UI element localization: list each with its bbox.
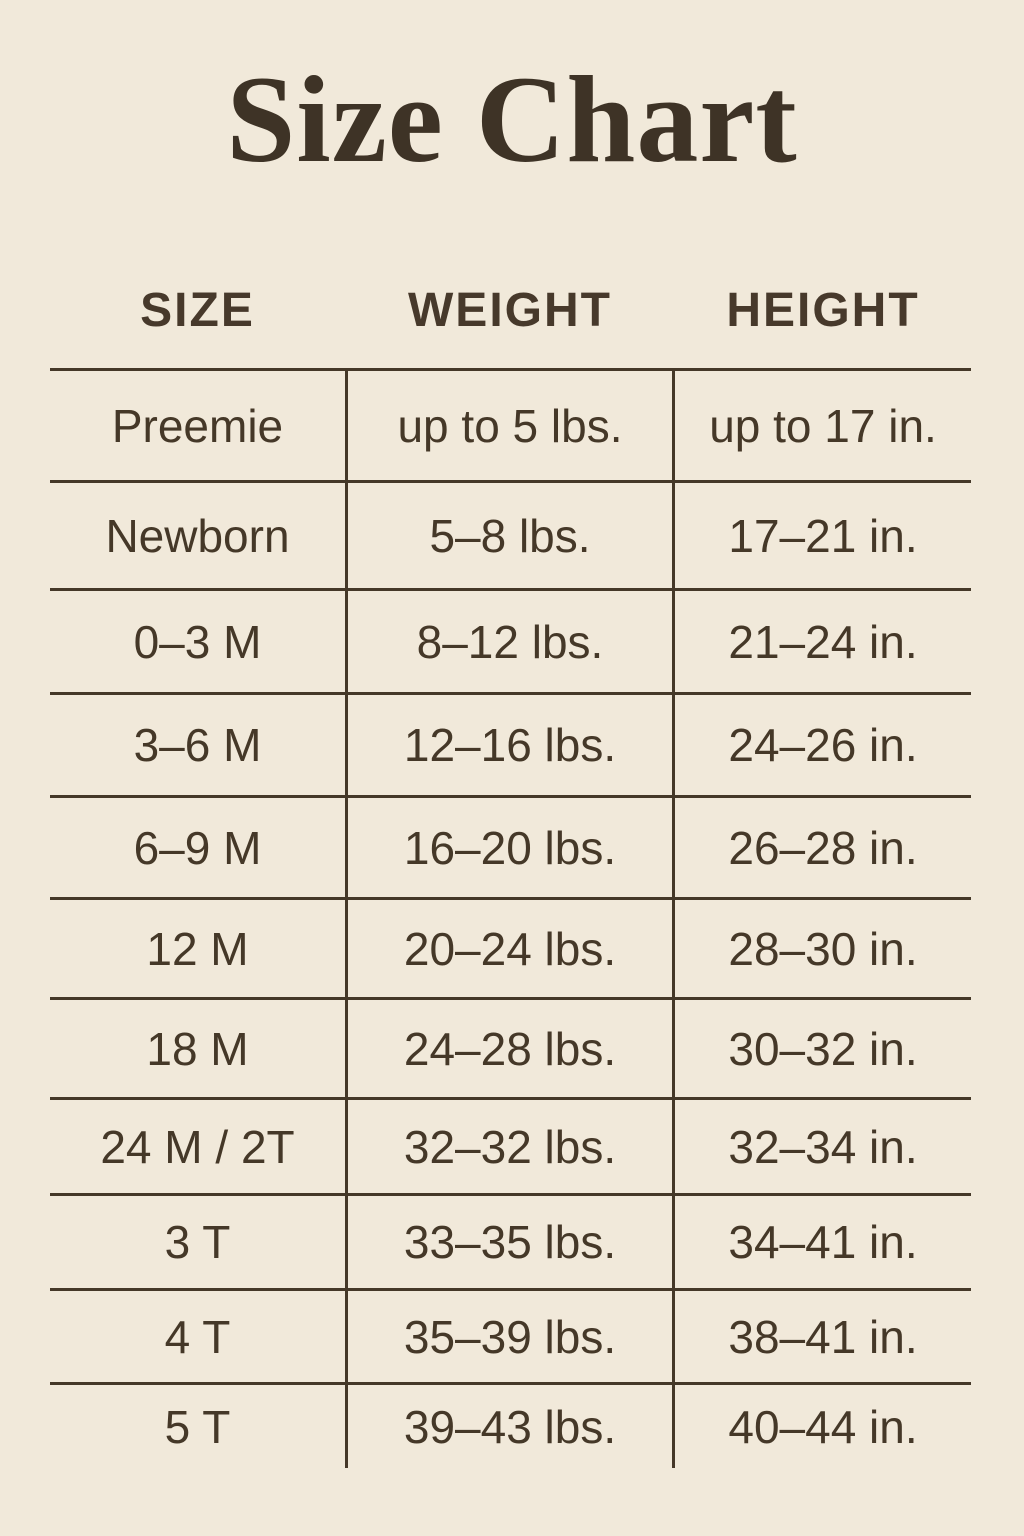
table-row <box>50 1097 971 1193</box>
table-row <box>50 1288 971 1382</box>
size-chart-table <box>50 252 971 1468</box>
height-cell: 30–32 in. <box>728 1022 918 1075</box>
weight-cell: 12–16 lbs. <box>345 695 675 795</box>
weight-cell: 32–32 lbs. <box>345 1100 675 1193</box>
weight-cell: 33–35 lbs. <box>345 1196 675 1288</box>
weight-cell: 16–20 lbs. <box>345 798 675 897</box>
weight-cell: 24–28 lbs. <box>345 1000 675 1097</box>
table-row <box>50 795 971 897</box>
size-cell: 12 M <box>146 922 249 975</box>
size-cell: 4 T <box>164 1310 231 1363</box>
weight-cell: 8–12 lbs. <box>345 591 675 692</box>
table-row <box>50 692 971 795</box>
size-cell: Preemie <box>111 399 284 452</box>
height-cell: 28–30 in. <box>728 922 918 975</box>
column-header-size: SIZE <box>140 283 255 337</box>
size-cell: 24 M / 2T <box>100 1120 295 1173</box>
height-cell: 26–28 in. <box>728 821 918 874</box>
size-cell: 0–3 M <box>133 615 262 668</box>
table-row <box>50 1193 971 1288</box>
size-cell: 18 M <box>146 1022 249 1075</box>
table-header-row <box>50 252 971 368</box>
height-cell: up to 17 in. <box>709 399 937 452</box>
height-cell: 34–41 in. <box>728 1216 918 1268</box>
weight-cell: 39–43 lbs. <box>345 1385 675 1468</box>
weight-cell: 20–24 lbs. <box>345 900 675 997</box>
height-cell: 38–41 in. <box>728 1310 918 1363</box>
height-cell: 32–34 in. <box>728 1120 918 1173</box>
weight-cell: 5–8 lbs. <box>345 483 675 588</box>
height-cell: 40–44 in. <box>728 1400 918 1453</box>
size-cell: 3 T <box>164 1216 231 1268</box>
column-header-height: HEIGHT <box>726 283 920 337</box>
table-row <box>50 897 971 997</box>
weight-cell: 35–39 lbs. <box>345 1291 675 1382</box>
size-cell: 6–9 M <box>133 821 262 874</box>
table-row <box>50 480 971 588</box>
column-header-weight: WEIGHT <box>408 283 612 337</box>
height-cell: 24–26 in. <box>728 719 918 771</box>
table-row <box>50 588 971 692</box>
table-row <box>50 368 971 480</box>
size-cell: 5 T <box>164 1400 231 1453</box>
page-title: Size Chart <box>226 51 798 188</box>
size-cell: Newborn <box>105 509 290 562</box>
height-cell: 21–24 in. <box>728 615 918 668</box>
table-row <box>50 1382 971 1468</box>
size-cell: 3–6 M <box>133 719 262 771</box>
weight-cell: up to 5 lbs. <box>345 371 675 480</box>
table-body <box>50 368 971 1468</box>
height-cell: 17–21 in. <box>728 509 918 562</box>
table-row <box>50 997 971 1097</box>
